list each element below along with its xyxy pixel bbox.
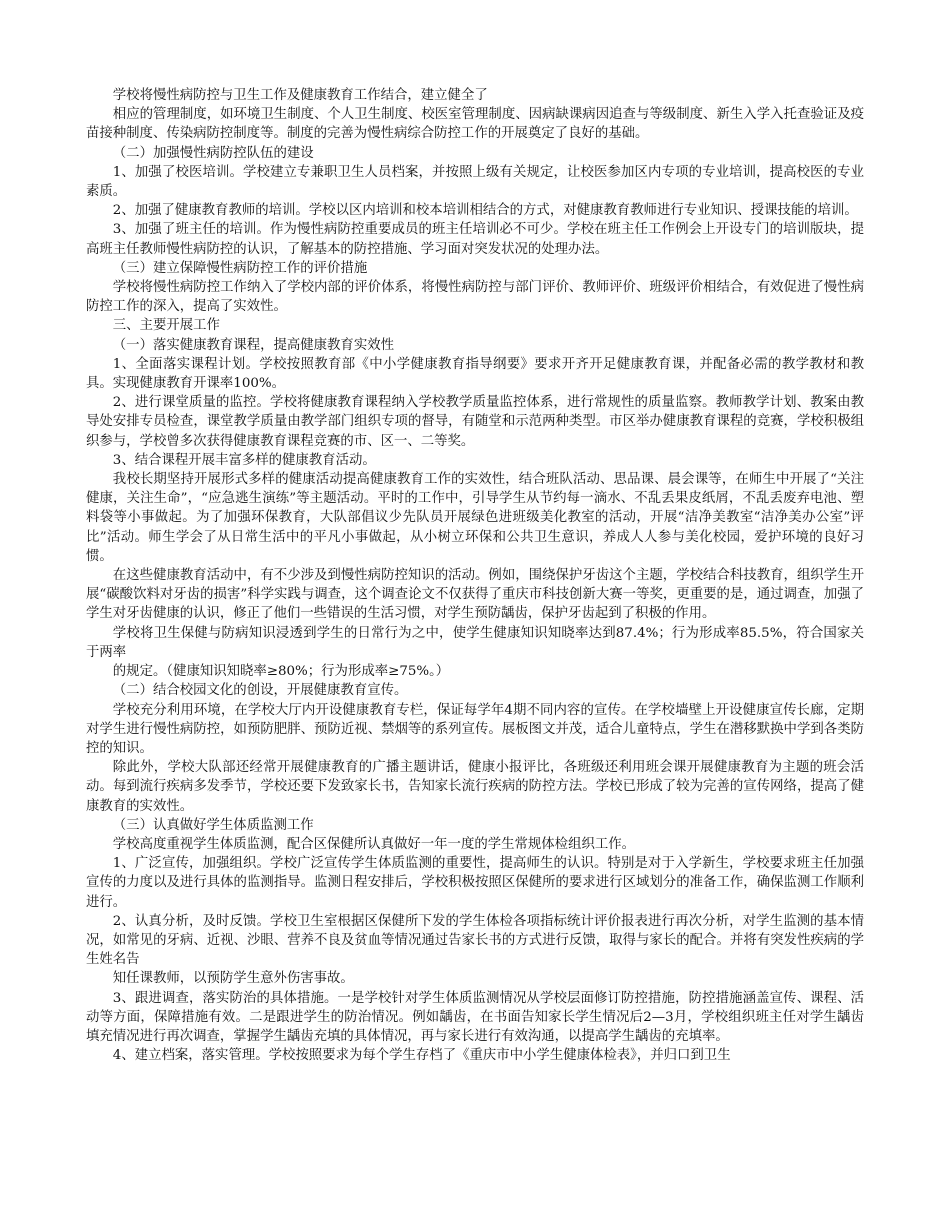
section-heading: （三）认真做好学生体质监测工作	[112, 817, 314, 833]
paragraph: 1、广泛宣传，加强组织。学校广泛宣传学生体质监测的重要性，提高师生的认识。特别是对于入学新生，学校要求班主任加强宣传的力度以及进行具体的监测指导。监测日程安排后，学校积极按照区保健所的要求进行区域划分的准备工作，确保监测工作顺利进行。	[86, 856, 864, 910]
section-heading: （二）加强慢性病防控队伍的建设	[112, 145, 314, 161]
paragraph: 3、结合课程开展丰富多样的健康教育活动。	[112, 452, 376, 468]
paragraph: 我校长期坚持开展形式多样的健康活动提高健康教育工作的实效性，结合班队活动、思品课、晨会课等，在师生中开展了“关注健康，关注生命”，“应急逃生演练”等主题活动。平时的工作中，引导学生从节约每一滴水、不乱丢果皮纸屑，不乱丢废弃电池、塑料袋等小事做起。为了加强环保教育，大队部倡议少先队员开展绿色进班级美化教室的活动，开展“洁净美教室“洁净美办公室”评比”活动。师生学会了从日常生活中的平凡小事做起，从小树立环保和公共卫生意识，养成人人参与美化校园，爱护环境的良好习惯。	[86, 472, 864, 564]
paragraph: 2、加强了健康教育教师的培训。学校以区内培训和校本培训相结合的方式，对健康教育教师进行专业知识、授课技能的培训。	[112, 203, 858, 219]
paragraph: 除此外，学校大队部还经常开展健康教育的广播主题讲话，健康小报评比，各班级还利用班会课开展健康教育为主题的班会活动。每到流行疾病多发季节，学校还要下发致家长书，告知家长流行疾病的防控方法。学校已形成了较为完善的宣传网络，提高了健康教育的实效性。	[86, 760, 864, 814]
paragraph: 在这些健康教育活动中，有不少涉及到慢性病防控知识的活动。例如，围绕保护牙齿这个主题，学校结合科技教育，组织学生开展“碳酸饮料对牙齿的损害”科学实践与调查，这个调查论文不仅获得了重庆市科技创新大赛一等奖，更重要的是，通过调查，加强了学生对牙齿健康的认识，修正了他们一些错误的生活习惯，对学生预防龋齿，保护牙齿起到了积极的作用。	[86, 568, 864, 622]
paragraph: 学校将慢性病防控与卫生工作及健康教育工作结合，建立健全了	[112, 88, 488, 103]
paragraph: 3、跟进调查，落实防治的具体措施。一是学校针对学生体质监测情况从学校层面修订防控措施，防控措施涵盖宣传、课程、活动等方面，保障措施有效。二是跟进学生的防治情况。例如龋齿，在书面告知家长学生情况后2—3月，学校组织班主任对学生龋齿填充情况进行再次调查，掌握学生龋齿充填的具体情况，再与家长进行有效沟通，以提高学生龋齿的充填率。	[86, 990, 864, 1044]
paragraph: 学校将慢性病防控工作纳入了学校内部的评价体系，将慢性病防控与部门评价、教师评价、班级评价相结合，有效促进了慢性病防控工作的深入，提高了实效性。	[86, 280, 864, 315]
section-heading: （一）落实健康教育课程，提高健康教育实效性	[112, 337, 394, 353]
section-heading: （二）结合校园文化的创设，开展健康教育宣传。	[112, 683, 408, 699]
paragraph: 1、加强了校医培训。学校建立专兼职卫生人员档案，并按照上级有关规定，让校医参加区内专项的专业培训，提高校医的专业素质。	[86, 164, 864, 200]
chapter-heading: 三、主要开展工作	[112, 318, 220, 334]
paragraph: 学校充分利用环境，在学校大厅内开设健康教育专栏，保证每学年4期不同内容的宣传。在学校墙壁上开设健康宣传长廊，定期对学生进行慢性病防控，如预防肥胖、预防近视、禁烟等的系列宣传。展板图文并茂，适合儿童特点，学生在潜移默换中学到各类防控的知识。	[86, 702, 864, 756]
paragraph: 4、建立档案，落实管理。学校按照要求为每个学生存档了《重庆市中小学生健康体检表》，并归口到卫生	[112, 1048, 731, 1064]
paragraph: 知任课教师，以预防学生意外伤害事故。	[112, 971, 354, 987]
paragraph: 的规定。（健康知识知晓率≥80%；行为形成率≥75%。）	[112, 664, 450, 680]
paragraph: 相应的管理制度，如环境卫生制度、个人卫生制度、校医室管理制度、因病缺课病因追查与等级制度、新生入学入托查验证及疫苗接种制度、传染病防控制度等。制度的完善为慢性病综合防控工作的开展奠定了良好的基础。	[86, 107, 864, 142]
paragraph: 2、进行课堂质量的监控。学校将健康教育课程纳入学校教学质量监控体系，进行常规性的质量监察。教师教学计划、教案由教导处安排专员检查，课堂教学质量由教学部门组织专项的督导，有随堂和示范两种类型。市区举办健康教育课程的竞赛，学校积极组织参与，学校曾多次获得健康教育课程竞赛的市、区一、二等奖。	[86, 395, 864, 449]
paragraph: 学校将卫生保健与防病知识浸透到学生的日常行为之中，使学生健康知识知晓率达到87.4%；行为形成率85.5%，符合国家关于两率	[86, 625, 864, 660]
paragraph: 3、加强了班主任的培训。作为慢性病防控重要成员的班主任培训必不可少。学校在班主任工作例会上开设专门的培训版块，提高班主任教师慢性病防控的认识，了解基本的防控措施、学习面对突发状况的处理办法。	[86, 222, 864, 257]
paragraph: 1、全面落实课程计划。学校按照教育部《中小学健康教育指导纲要》要求开齐开足健康教育课，并配备必需的教学教材和教具。实现健康教育开课率100%。	[86, 356, 864, 392]
paragraph: 学校高度重视学生体质监测，配合区保健所认真做好一年一度的学生常规体检组织工作。	[112, 836, 636, 852]
paragraph: 2、认真分析，及时反馈。学校卫生室根据区保健所下发的学生体检各项指标统计评价报表进行再次分析，对学生监测的基本情况，如常见的牙病、近视、沙眼、营养不良及贫血等情况通过告家长书的方式进行反馈，取得与家长的配合。并将有突发性疾病的学生姓名告	[86, 913, 864, 968]
section-heading: （三）建立保障慢性病防控工作的评价措施	[112, 260, 368, 276]
